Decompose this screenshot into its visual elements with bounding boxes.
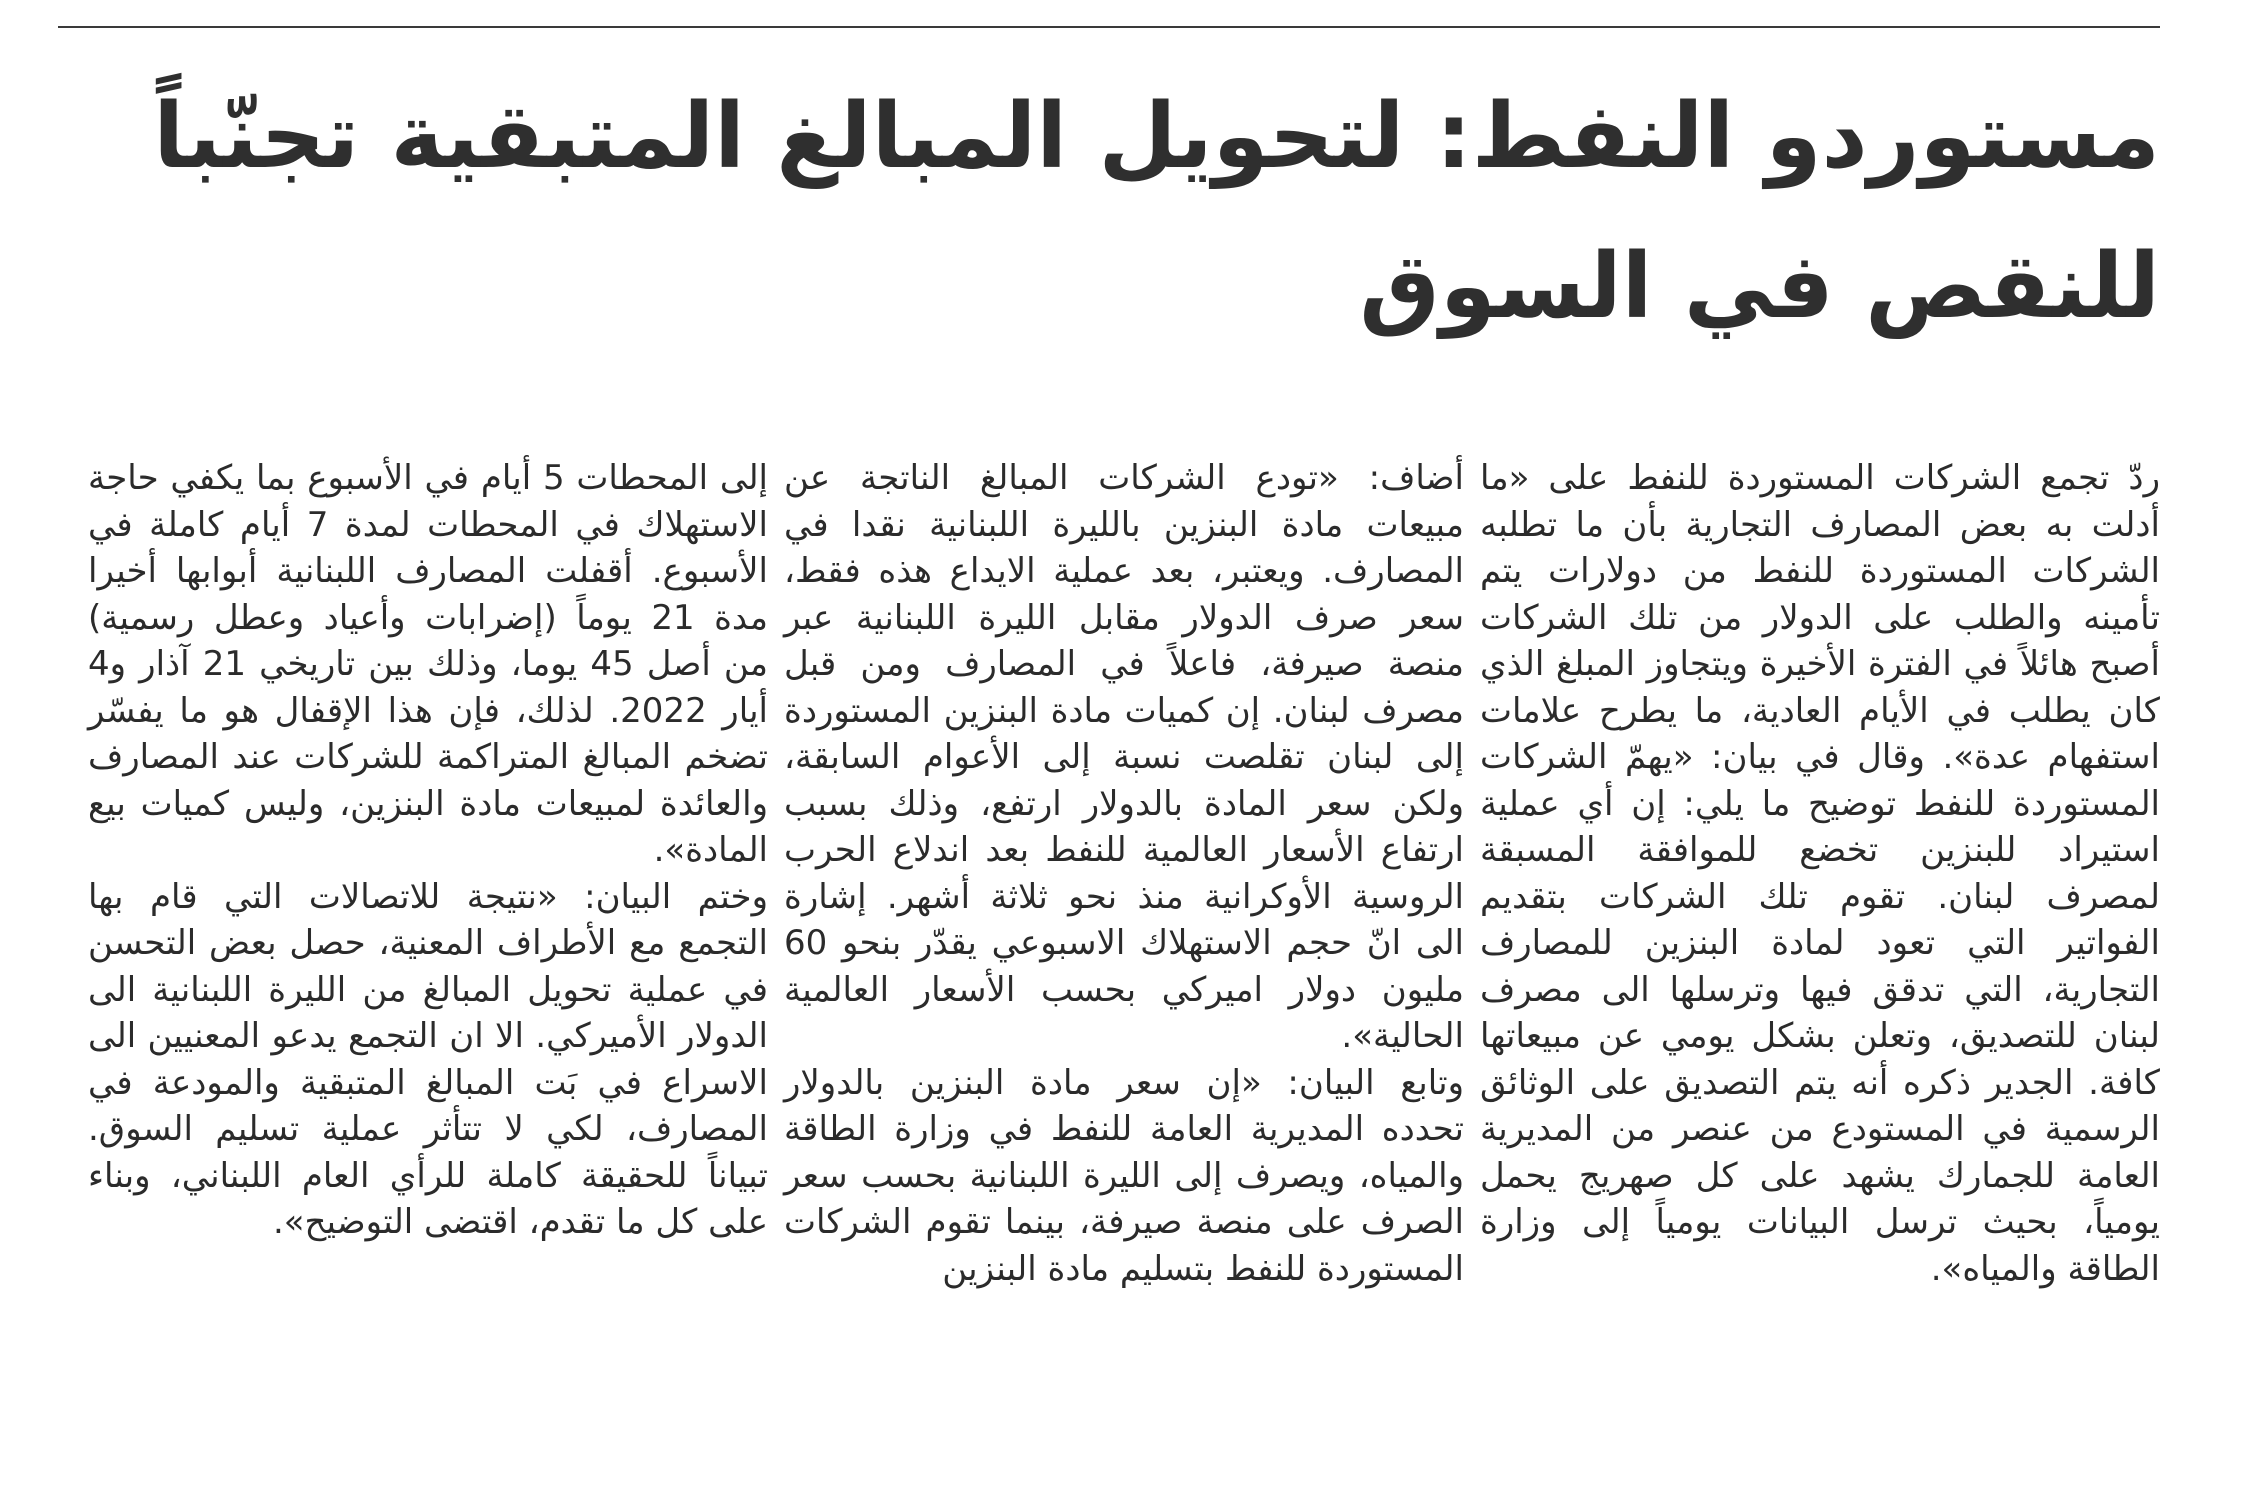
column-1-paragraph-1: ردّ تجمع الشركات المستوردة للنفط على «ما أدلت به بعض المصارف التجارية بأن ما تطلبه الشركات المستوردة للنفط من دولارات يتم تأمينه والطلب على الدولار من تلك الشركات أصبح هائلاً في الفترة الأخيرة ويتجاوز المبلغ الذي كان يطلب في الأيام العادية، ما يطرح علامات استفهام عدة». وقال في بيان: «يهمّ الشركات المستوردة للنفط توضيح ما يلي: إن أي عملية استيراد للبنزين تخضع للموافقة المسبقة لمصرف لبنان. تقوم تلك الشركات بتقديم الفواتير التي تعود لمادة البنزين للمصارف التجارية، التي تدقق فيها وترسلها الى مصرف لبنان للتصديق، وتعلن بشكل يومي عن مبيعاتها كافة. الجدير ذكره أنه يتم التصديق على الوثائق الرسمية في المستودع من عنصر من المديرية العامة للجمارك يشهد على كل صهريج يحمل يومياً، بحيث ترسل البيانات يومياً إلى وزارة الطاقة والمياه». [1480,458,2160,1289]
column-3-paragraph-2: وختم البيان: «نتيجة للاتصالات التي قام بها التجمع مع الأطراف المعنية، حصل بعض التحسن في عملية تحويل المبالغ من الليرة اللبنانية الى الدولار الأميركي. الا ان التجمع يدعو المعنيين الى الاسراع في بَت المبالغ المتبقية والمودعة في المصارف، لكي لا تتأثر عملية تسليم السوق. تبياناً للحقيقة كاملة للرأي العام اللبناني، وبناء على كل ما تقدم، اقتضى التوضيح». [88,876,768,1242]
article-body [88,455,2160,1435]
column-3-paragraph-1: إلى المحطات 5 أيام في الأسبوع بما يكفي حاجة الاستهلاك في المحطات لمدة 7 أيام كاملة في الأسبوع. أقفلت المصارف اللبنانية أبوابها أخيرا مدة 21 يوماً (إضرابات وأعياد وعطل رسمية) من أصل 45 يوما، وذلك بين تاريخي 21 آذار و4 أيار 2022. لذلك، فإن هذا الإقفال هو ما يفسّر تضخم المبالغ المتراكمة للشركات عند المصارف والعائدة لمبيعات مادة البنزين، وليس كميات بيع المادة». [88,458,769,870]
article-column-1 [1480,455,2160,1435]
article-column-3 [88,455,768,1435]
column-2-paragraph-1: أضاف: «تودع الشركات المبالغ الناتجة عن مبيعات مادة البنزين بالليرة اللبنانية نقدا في المصارف. ويعتبر، بعد عملية الايداع هذه فقط، سعر صرف الدولار مقابل الليرة اللبنانية عبر منصة صيرفة، فاعلاً في المصارف ومن قبل مصرف لبنان. إن كميات مادة البنزين المستوردة إلى لبنان تقلصت نسبة إلى الأعوام السابقة، ولكن سعر المادة بالدولار ارتفع، وذلك بسبب ارتفاع الأسعار العالمية للنفط بعد اندلاع الحرب الروسية الأوكرانية منذ نحو ثلاثة أشهر. إشارة الى انّ حجم الاستهلاك الاسبوعي يقدّر بنحو 60 مليون دولار اميركي بحسب الأسعار العالمية الحالية». [784,458,1464,1056]
article-headline: مستوردو النفط: لتحويل المبالغ المتبقية تجنّباً للنقص في السوق [153,84,2160,339]
top-divider-rule [58,26,2160,28]
column-2-paragraph-2: وتابع البيان: «إن سعر مادة البنزين بالدولار تحدده المديرية العامة للنفط في وزارة الطاقة والمياه، ويصرف إلى الليرة اللبنانية بحسب سعر الصرف على منصة صيرفة، بينما تقوم الشركات المستوردة للنفط بتسليم مادة البنزين [784,1062,1464,1289]
article-column-2 [784,455,1464,1435]
